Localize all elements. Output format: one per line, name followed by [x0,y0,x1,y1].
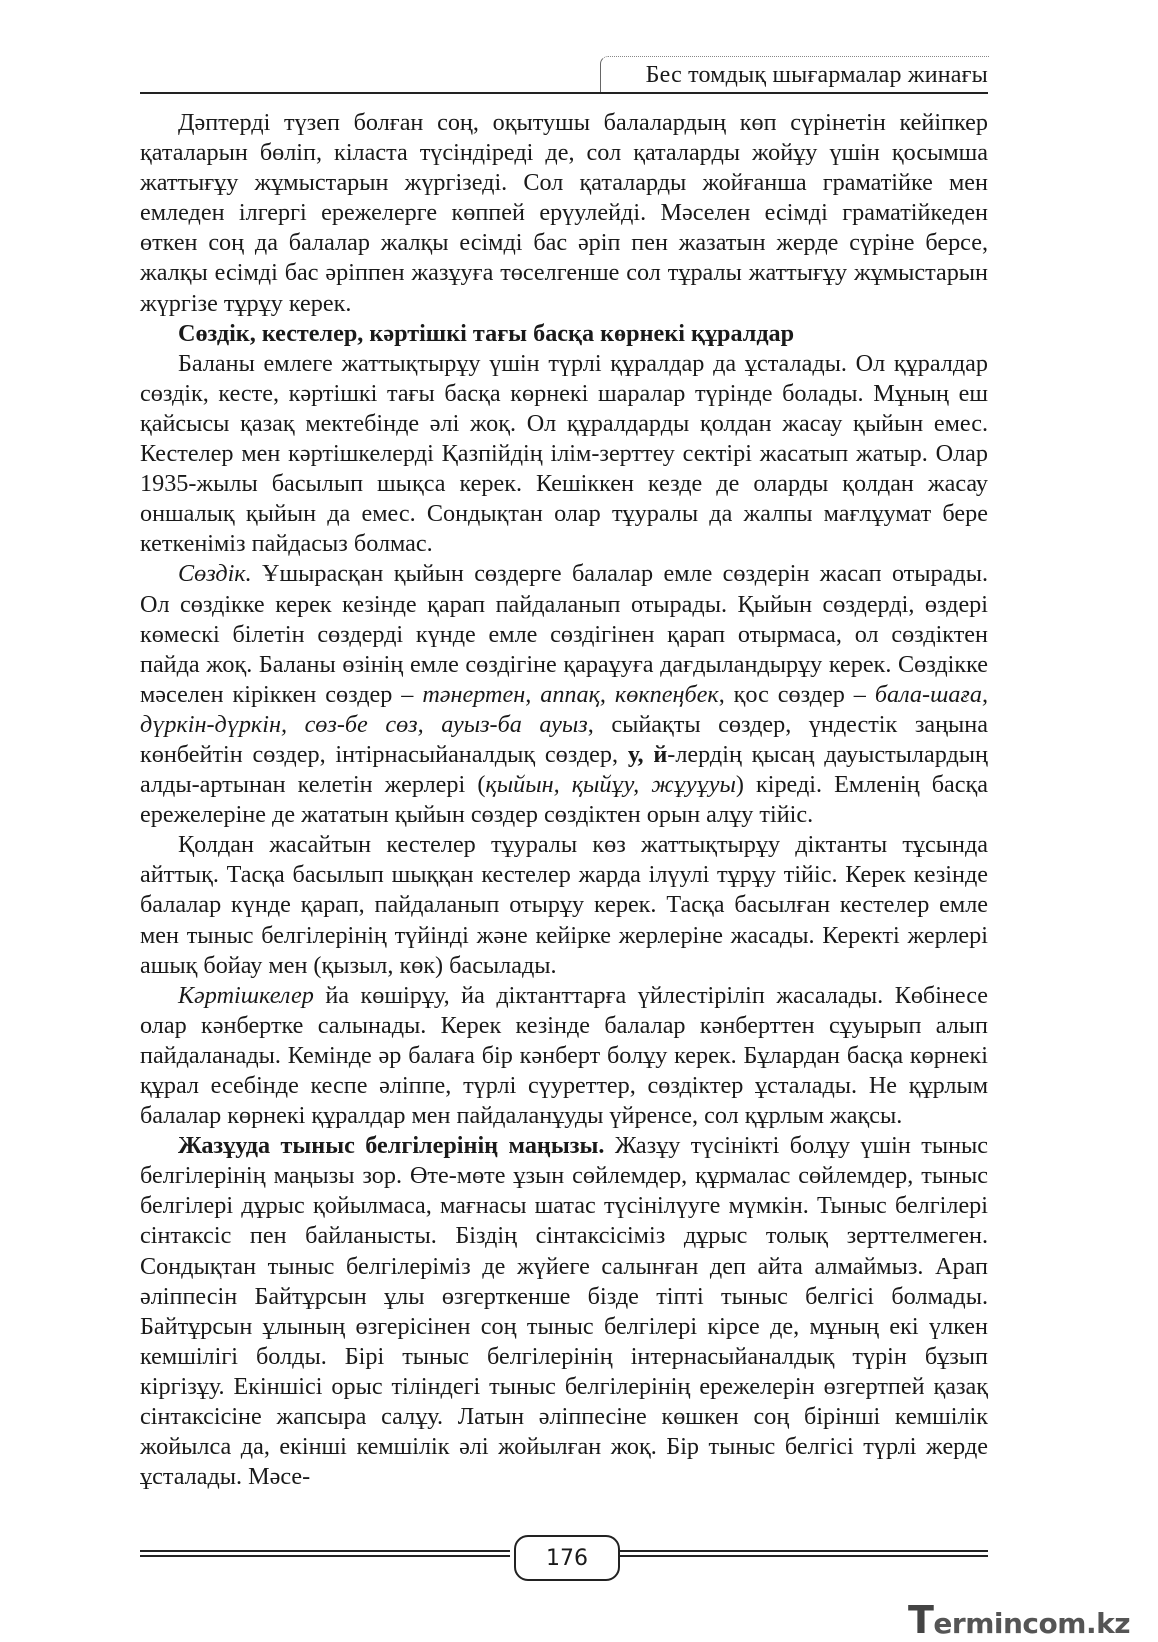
paragraph-5-lead: Кәртішкелер [178,981,314,1009]
paragraph-3-italic-1: тәнертен, аппақ, көкпеңбек [422,680,719,708]
paragraph-3-text-b: , қос сөздер – [718,680,875,708]
header-rule [140,92,988,94]
paragraph-3-text-a: Ұшырасқан қыйын сөздерге балалар емле сөздерін жасап отырады. Ол сөздікке керек кезінде қарап пайдаланып отырады. Қыйын сөздерді, өздері көмескі білетін сөздерді күнде емле сөздігінен қарап отырмаса, ол сөздіктен пайда жоқ. Баланы өзінің емле сөздігіне қараұуға дағдыландырұу керек. Сөздікке мәселен кіріккен сөздер – [140,560,988,708]
page-body [140,108,988,1492]
paragraph-5-text: йа көшірұу, йа діктанттарға үйлестіріліп жасалады. Көбінесе олар кәнбертке салынады. Керек кезінде балалар кәнберттен сұуырып алып пайдаланады. Кемінде әр балаға бір кәнберт болұу керек. Бұлардан басқа көрнекі құрал есебінде кеспе әліппе, түрлі сүуреттер, сөздіктер ұсталады. Не құрлым балалар көрнекі құралдар мен пайдаланұуды үйренсе, сол құрлым жақсы. [140,981,988,1130]
page-number: 176 [514,1535,620,1581]
paragraph-3-text-c: , сыйақты сөздер, үндестік заңына көнбейтін сөздер, інтірнасыйаналдық сөздер, [140,710,988,768]
paragraph-3-italic-3: қыйын, қыйұу, жұуұуы [485,771,736,799]
paragraph-6-lead: Жазұуда тыныс белгілерінің маңызы. [178,1132,605,1160]
paragraph-3-text-d: -лердің қысаң дауыстылардың алды-артынан келетін жерлері ( [140,740,988,799]
watermark-logo [908,1598,1130,1642]
paragraph-1: Дәптерді түзеп болған соң, оқытушы балалардың көп сүрінетін кейіпкер қаталарын бөліп, кіласта түсіндіреді де, сол қаталарды жойұу үшін қосымша жаттығұу жұмыстарын жүргізеді. Сол қаталарды жойғанша граматійке мен емледен ілгергі ережелерге көппей ерүулейді. Мәселен есімді граматійкеден өткен соң да балалар жалқы есімді бас әріп пен жазатын жерде сүріне берсе, жалқы есімді бас әріппен жазұуға төселгенше сол тұралы жаттығұу жұмыстарын жүргізе тұрұу керек. [140,109,988,317]
paragraph-3-italic-2: бала-шаға, дүркін-дүркін, сөз-бе сөз, ауыз-ба ауыз [140,680,989,738]
paragraph-4: Қолдан жасайтын кестелер тұуралы көз жаттықтырұу діктанты тұсында айттық. Тасқа басылып шыққан кестелер жарда ілүулі тұрұу тійіс. Керек кезінде балалар күнде қарап, пайдаланып отырұу керек. Тасқа басылған кестелер емле мен тыныс белгілерінің түйінді және кейірке жерлеріне жасады. Керекті жерлері ашық бойау мен (қызыл, көк) басылады. [140,831,988,979]
running-header-title: Бес томдық шығармалар жинағы [645,62,988,88]
paragraph-3-lead: Сөздік. [178,560,252,588]
paragraph-6-text: Жазұу түсінікті болұу үшін тыныс белгілерінің маңызы зор. Өте-мөте ұзын сөйлемдер, құрмалас сөйлемдер, тыныс белгілері дұрыс қойылмаса, мағнасы шатас түсінілүуге мүмкін. Тыныс белгілері сінтаксіс пен байланысты. Біздің сінтаксісіміз дұрыс толық зерттелмеген. Сондықтан тыныс белгілеріміз де жүйеге салынған деп айта алмаймыз. Арап әліппесін Байтұрсын ұлы өзгерткенше бізде тіпті тыныс белгісі болмады. Байтұрсын ұлының өзгерісінен соң тыныс белгілері кірсе де, мұның екі үлкен кемшілігі болды. Бірі тыныс белгілерінің інтернасыйаналдық түрін бұзып кіргізұу. Екіншісі орыс тіліндегі тыныс белгілерінің ережелерін өзгертпей қазақ сінтаксісіне жапсыра салұу. Латын әліппесіне көшкен соң бірінші кемшілік жойылса да, екінші кемшілік әлі жойылған жоқ. Бір тыныс белгісі түрлі жерде ұсталады. Мәсе- [140,1132,989,1491]
paragraph-2: Баланы емлеге жаттықтырұу үшін түрлі құралдар да ұсталады. Ол құралдар сөздік, кесте, кәртішкі тағы басқа көрнекі шаралар түрінде болады. Мұның еш қайсысы қазақ мектебінде әлі жоқ. Ол құралдарды қолдан жасау қыйын емес. Кестелер мен кәртішкелерді Қазпійдің ілім-зерттеу сектірі жасатып жатыр. Олар 1935-жылы басылып шықса керек. Кешіккен кезде де оларды қолдан жасау оншалық қыйын да емес. Сондықтан олар тұуралы да жалпы мағлұумат бере кеткеніміз пайдасыз болмас. [140,349,988,558]
footer-rule-right [620,1550,988,1557]
watermark-initial: T [908,1598,934,1642]
section-heading-dictionary: Сөздік, кестелер, кәртішкі тағы басқа көрнекі құралдар [178,319,795,347]
paragraph-3 [140,559,988,830]
paragraph-6 [140,1131,988,1492]
watermark-text: ermincom.kz [933,1607,1130,1640]
paragraph-3-text-e: ) кіреді. Емленің басқа ережелеріне де жататын қыйын сөздер сөздіктен орын алұу тійіс. [140,771,989,829]
footer-rule-left [140,1550,510,1557]
paragraph-5 [140,981,988,1131]
paragraph-3-bold: у, й [627,740,668,768]
